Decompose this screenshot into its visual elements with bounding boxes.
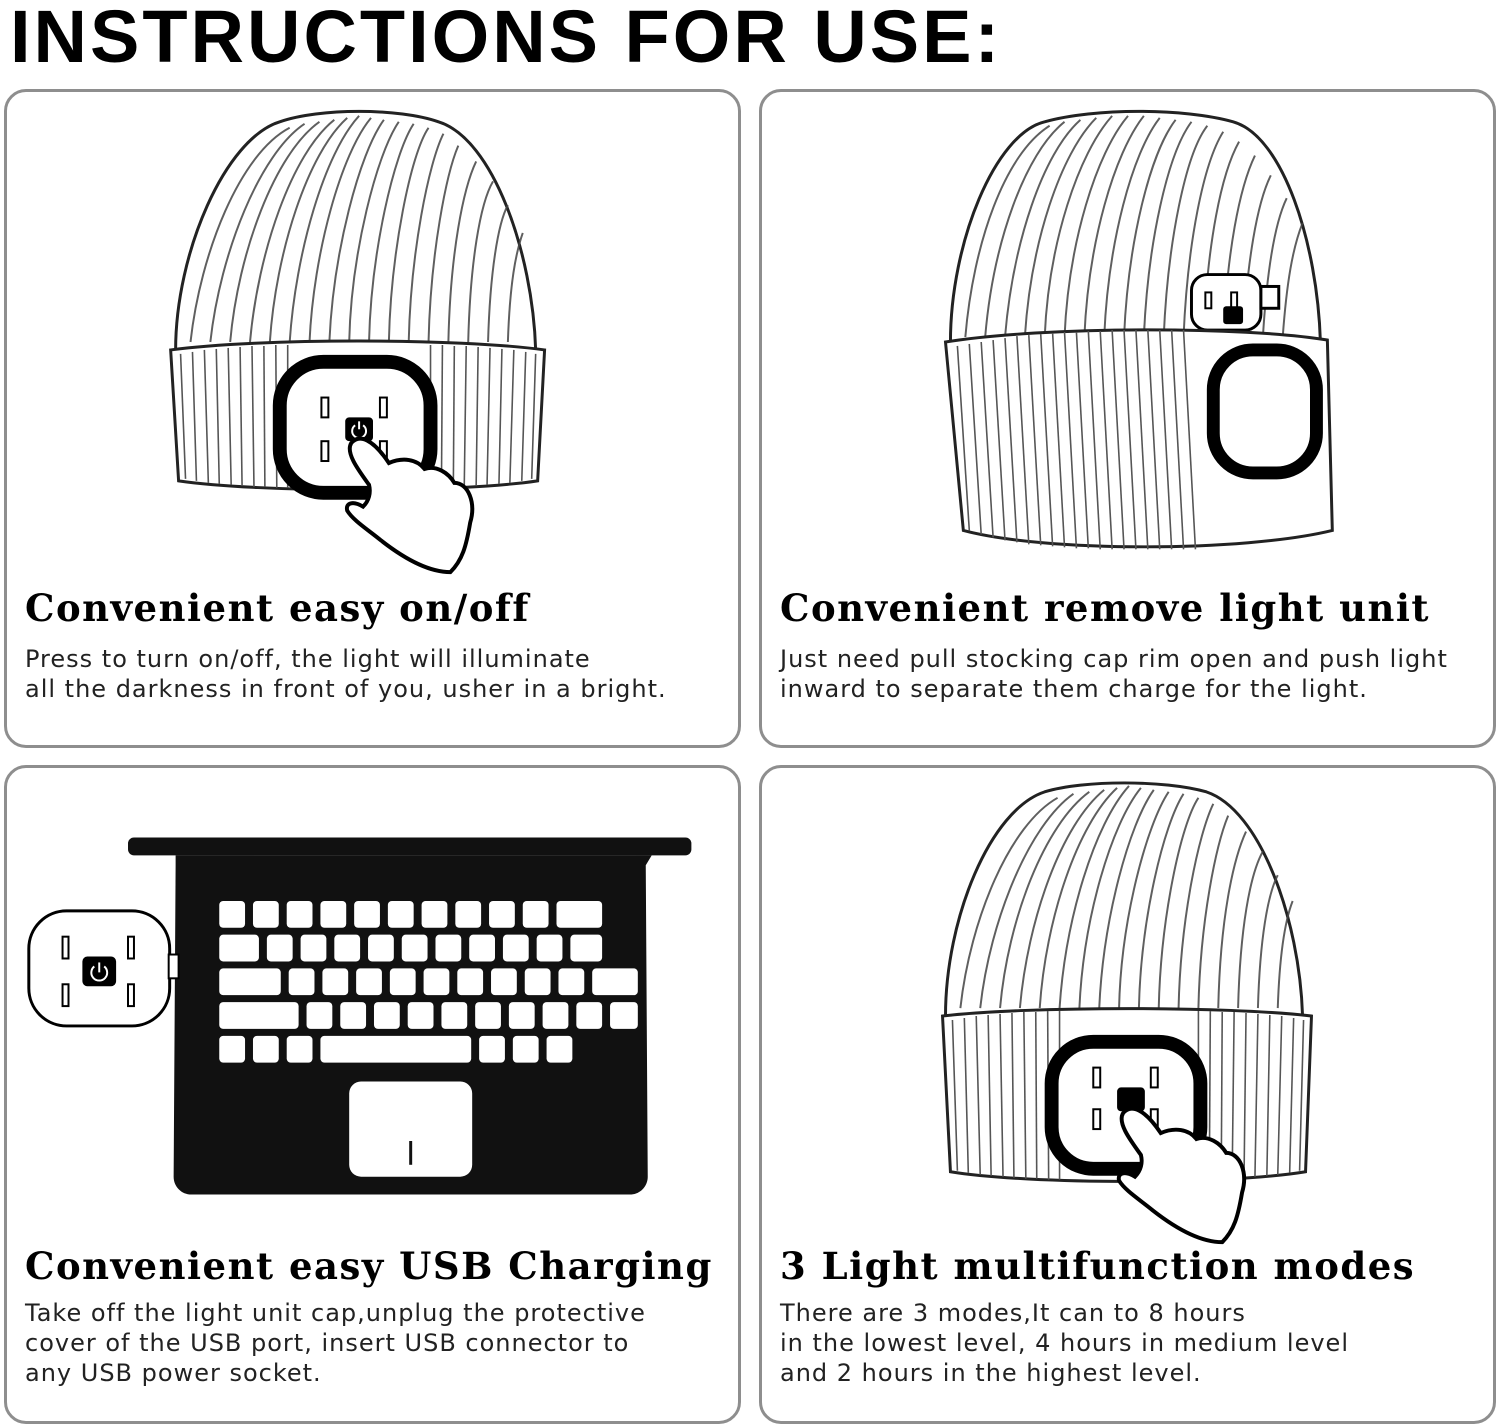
instruction-card-remove-light: [759, 89, 1496, 748]
card-title: Convenient easy USB Charging: [25, 1244, 713, 1288]
keyboard-key: [253, 1036, 279, 1063]
keyboard-key: [301, 935, 327, 962]
keyboard-key: [390, 968, 416, 995]
instruction-card-on-off: [4, 89, 741, 748]
keyboard-key: [469, 935, 495, 962]
keyboard-key: [368, 935, 394, 962]
keyboard-key: [491, 968, 517, 995]
keyboard-key: [354, 901, 380, 928]
card-description: [25, 1298, 725, 1388]
keyboard-key: [287, 1036, 313, 1063]
keyboard-key: [322, 968, 348, 995]
keyboard-key: [489, 901, 515, 928]
keyboard-key: [441, 1002, 467, 1029]
keyboard-key: [422, 901, 448, 928]
card-title: Convenient remove light unit: [780, 586, 1431, 630]
keyboard-key: [523, 901, 549, 928]
keyboard-key: [340, 1002, 366, 1029]
keyboard-key: [219, 968, 280, 995]
card-title: Convenient easy on/off: [25, 586, 530, 630]
keyboard-key: [503, 935, 529, 962]
keyboard-key: [610, 1002, 638, 1029]
description-line: There are 3 modes,It can to 8 hours: [780, 1299, 1246, 1327]
keyboard-key: [547, 1036, 573, 1063]
keyboard-key: [435, 935, 461, 962]
keyboard-key: [570, 935, 602, 962]
description-line: Take off the light unit cap,unplug the protective: [25, 1299, 646, 1327]
keyboard-key: [576, 1002, 602, 1029]
keyboard-key: [402, 935, 428, 962]
keyboard-key: [320, 901, 346, 928]
card-description: [780, 644, 1480, 704]
keyboard-key: [289, 968, 315, 995]
keyboard-key: [408, 1002, 434, 1029]
keyboard-key: [475, 1002, 501, 1029]
beanie-remove-light-icon: [762, 92, 1493, 592]
keyboard-key: [556, 901, 602, 928]
beanie-press-button-icon: [7, 92, 738, 592]
description-line: in the lowest level, 4 hours in medium level: [780, 1329, 1349, 1357]
instruction-card-light-modes: [759, 765, 1496, 1424]
keyboard-key: [513, 1036, 539, 1063]
beanie-press-button-icon: [762, 768, 1493, 1268]
laptop-usb-icon: [7, 768, 738, 1268]
description-line: Press to turn on/off, the light will illuminate: [25, 645, 591, 673]
instruction-card-usb-charging: [4, 765, 741, 1424]
keyboard-key: [334, 935, 360, 962]
keyboard-key: [592, 968, 638, 995]
description-line: cover of the USB port, insert USB connector to: [25, 1329, 630, 1357]
card-title: 3 Light multifunction modes: [780, 1244, 1416, 1288]
keyboard-key: [287, 901, 313, 928]
keyboard-key: [320, 1036, 471, 1063]
keyboard-key: [457, 968, 483, 995]
keyboard-key: [219, 901, 245, 928]
description-line: Just need pull stocking cap rim open and push light: [780, 645, 1448, 673]
keyboard-key: [525, 968, 551, 995]
keyboard-key: [267, 935, 293, 962]
keyboard-key: [543, 1002, 569, 1029]
keyboard-key: [424, 968, 450, 995]
keyboard-key: [253, 901, 279, 928]
keyboard-key: [356, 968, 382, 995]
keyboard-key: [374, 1002, 400, 1029]
keyboard-key: [537, 935, 563, 962]
card-description: [25, 644, 725, 704]
keyboard-key: [219, 935, 259, 962]
keyboard-key: [455, 901, 481, 928]
description-line: inward to separate them charge for the light.: [780, 675, 1368, 703]
page-title: INSTRUCTIONS FOR USE:: [10, 0, 1003, 78]
keyboard-key: [509, 1002, 535, 1029]
keyboard-key: [479, 1036, 505, 1063]
keyboard-key: [558, 968, 584, 995]
keyboard-key: [307, 1002, 333, 1029]
description-line: and 2 hours in the highest level.: [780, 1359, 1202, 1387]
keyboard-key: [219, 1002, 298, 1029]
description-line: all the darkness in front of you, usher in a bright.: [25, 675, 667, 703]
keyboard-key: [388, 901, 414, 928]
card-description: [780, 1298, 1480, 1388]
description-line: any USB power socket.: [25, 1359, 322, 1387]
keyboard-key: [219, 1036, 245, 1063]
